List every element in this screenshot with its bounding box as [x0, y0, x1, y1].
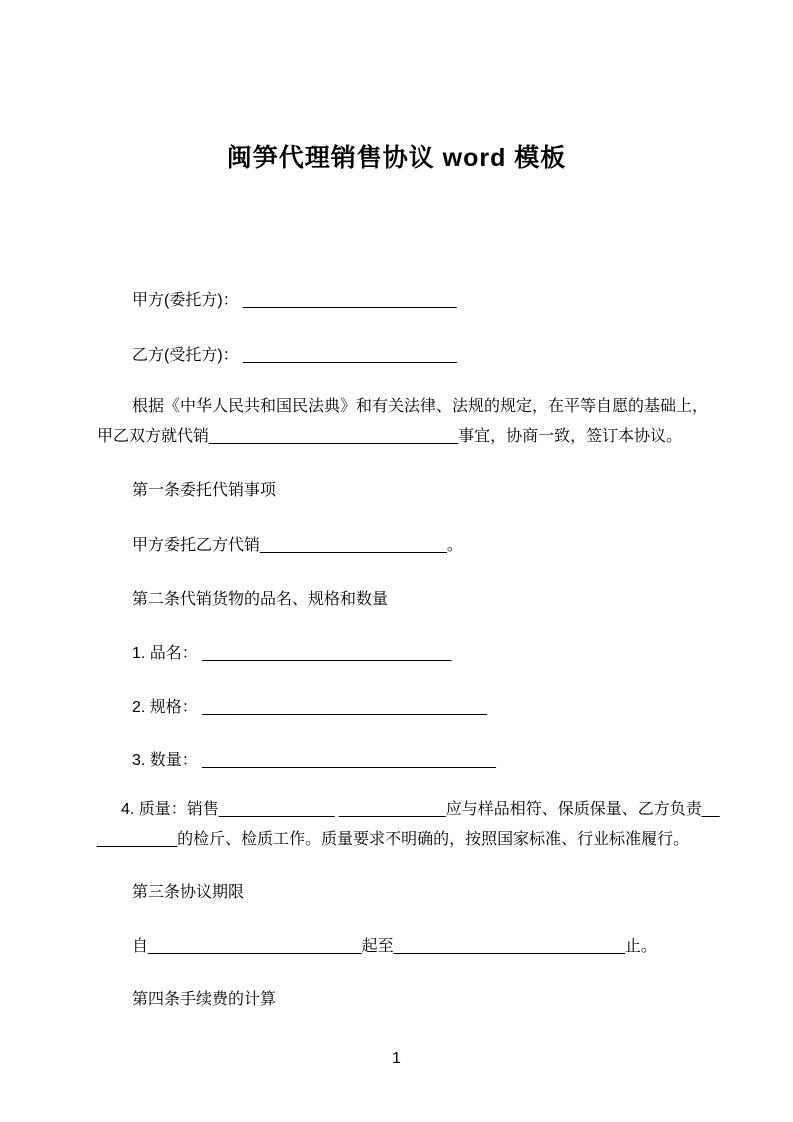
article-2-item-3: 3. 数量： _________________________________ [132, 752, 496, 769]
party-b-line: 乙方(受托方)： ________________________ [132, 347, 457, 364]
article-2-item-4-line-2: _________的检斤、检质工作。质量要求不明确的，按照国家标准、行业标准履行。 [97, 831, 690, 848]
article-2-item-4-line-1: 4. 质量：销售_____________ ____________应与样品相符、保质保量、乙方负责__ [121, 801, 720, 818]
article-3-heading: 第三条协议期限 [132, 884, 245, 901]
article-1-heading: 第一条委托代销事项 [132, 482, 277, 499]
preamble-line-2: 甲乙双方就代销____________________________事宜，协商一致，签订本协议。 [97, 428, 683, 445]
article-2-item-1: 1. 品名： ____________________________ [132, 645, 452, 662]
article-1-body: 甲方委托乙方代销_____________________。 [132, 537, 463, 554]
preamble-line-1: 根据《中华人民共和国民法典》和有关法律、法规的规定，在平等自愿的基础上， [132, 398, 709, 415]
page-number: 1 [392, 1050, 401, 1067]
article-2-item-2: 2. 规格： ________________________________ [132, 699, 487, 716]
document-title: 闽笋代理销售协议 word 模板 [226, 144, 567, 172]
article-2-heading: 第二条代销货物的品名、规格和数量 [132, 591, 389, 608]
article-4-heading: 第四条手续费的计算 [132, 991, 277, 1008]
article-3-body: 自________________________起至__________________________止。 [132, 938, 657, 955]
party-a-line: 甲方(委托方)： ________________________ [132, 292, 457, 309]
